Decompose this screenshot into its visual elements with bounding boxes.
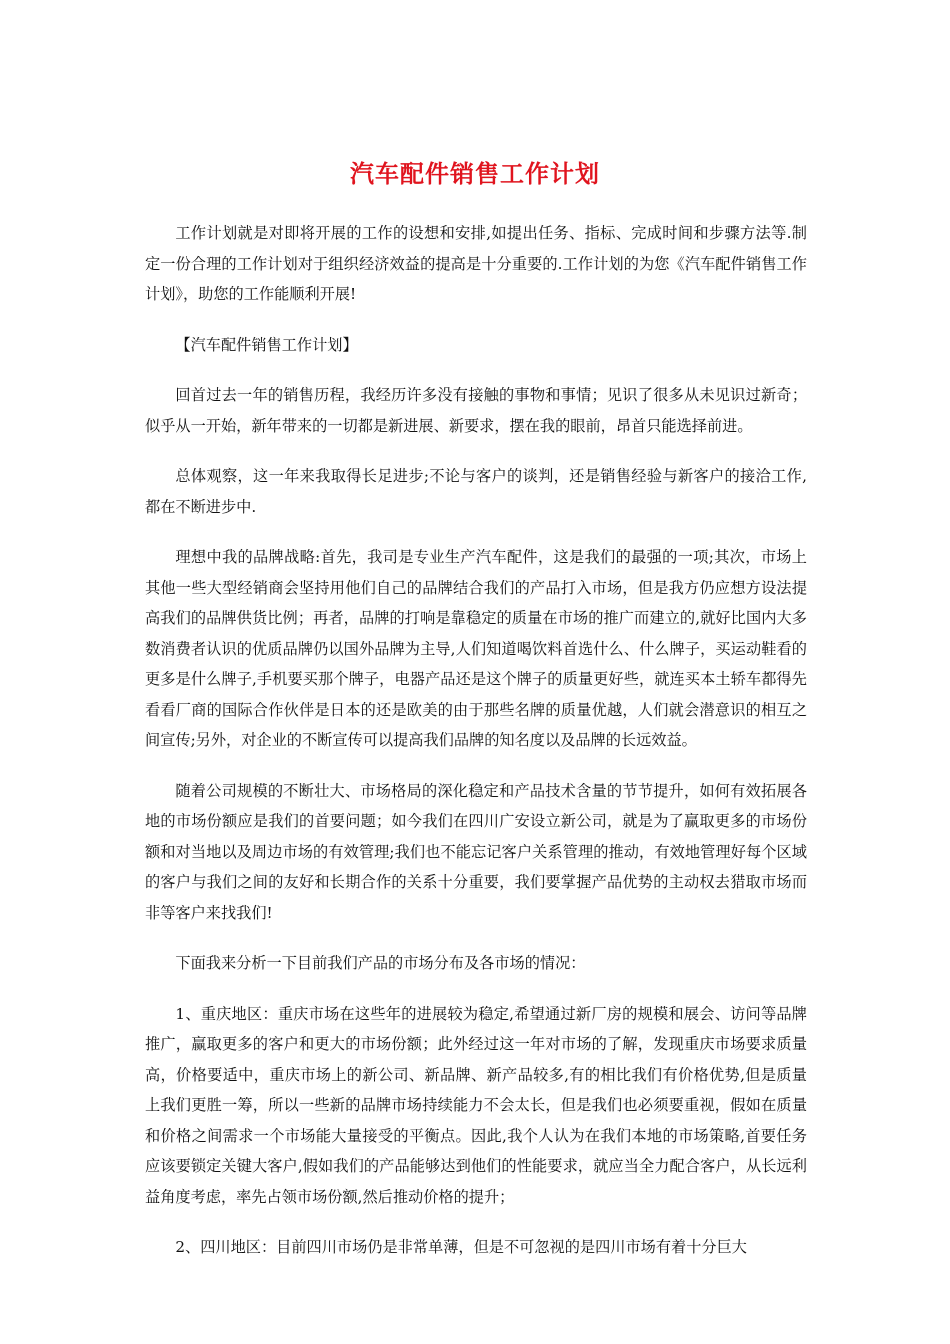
document-body xyxy=(145,218,807,1283)
paragraph-market-expansion: 随着公司规模的不断壮大、市场格局的深化稳定和产品技术含量的节节提升，如何有效拓展各地的市场份额应是我们的首要问题；如今我们在四川广安设立新公司，就是为了赢取更多的市场份额和对当地以及周边市场的有效管理;我们也不能忘记客户关系管理的推动，有效地管理好每个区域的客户与我们之间的友好和长期合作的关系十分重要，我们要掌握产品优势的主动权去猎取市场而非等客户来找我们! xyxy=(145,781,807,922)
paragraph-overview: 总体观察，这一年来我取得长足进步;不论与客户的谈判，还是销售经验与新客户的接洽工作,都在不断进步中. xyxy=(145,467,807,516)
paragraph-analysis-intro: 下面我来分析一下目前我们产品的市场分布及各市场的情况： xyxy=(175,954,586,972)
paragraph-brand-strategy: 理想中我的品牌战略:首先，我司是专业生产汽车配件，这是我们的最强的一项;其次，市场上其他一些大型经销商会坚持用他们自己的品牌结合我们的产品打入市场，但是我方仍应想方设法提高我们的品牌供货比例；再者，品牌的打响是靠稳定的质量在市场的推广而建立的,就好比国内大多数消费者认识的优质品牌仍以国外品牌为主导,人们知道喝饮料首选什么、什么牌子，买运动鞋看的更多是什么牌子,手机要买那个牌子，电器产品还是这个牌子的质量更好些，就连买本土轿车都得先看看厂商的国际合作伙伴是日本的还是欧美的由于那些名牌的质量优越，人们就会潜意识的相互之间宣传;另外，对企业的不断宣传可以提高我们品牌的知名度以及品牌的长远效益。 xyxy=(145,548,807,749)
paragraph-chongqing: 1、重庆地区：重庆市场在这些年的进展较为稳定,希望通过新厂房的规模和展会、访问等品牌推广，赢取更多的客户和更大的市场份额；此外经过这一年对市场的了解，发现重庆市场要求质量高，价格要适中，重庆市场上的新公司、新品牌、新产品较多,有的相比我们有价格优势,但是质量上我们更胜一筹，所以一些新的品牌市场持续能力不会太长，但是我们也必须要重视，假如在质量和价格之间需求一个市场能大量接受的平衡点。因此,我个人认为在我们本地的市场策略,首要任务应该要锁定关键大客户,假如我们的产品能够达到他们的性能要求，就应当全力配合客户，从长远利益角度考虑，率先占领市场份额,然后推动价格的提升； xyxy=(145,1004,807,1206)
paragraph-sichuan: 2、四川地区：目前四川市场仍是非常单薄，但是不可忽视的是四川市场有着十分巨大 xyxy=(175,1238,747,1256)
document-title: 汽车配件销售工作计划 xyxy=(350,160,600,188)
paragraph-review: 回首过去一年的销售历程，我经历许多没有接触的事物和事情；见识了很多从未见识过新奇；似乎从一开始，新年带来的一切都是新进展、新要求，摆在我的眼前，昂首只能选择前进。 xyxy=(145,386,807,435)
paragraph-heading: 【汽车配件销售工作计划】 xyxy=(175,335,358,354)
paragraph-intro: 工作计划就是对即将开展的工作的设想和安排,如提出任务、指标、完成时间和步骤方法等.制定一份合理的工作计划对于组织经济效益的提高是十分重要的.工作计划的为您《汽车配件销售工作计划》，助您的工作能顺利开展! xyxy=(145,224,807,303)
